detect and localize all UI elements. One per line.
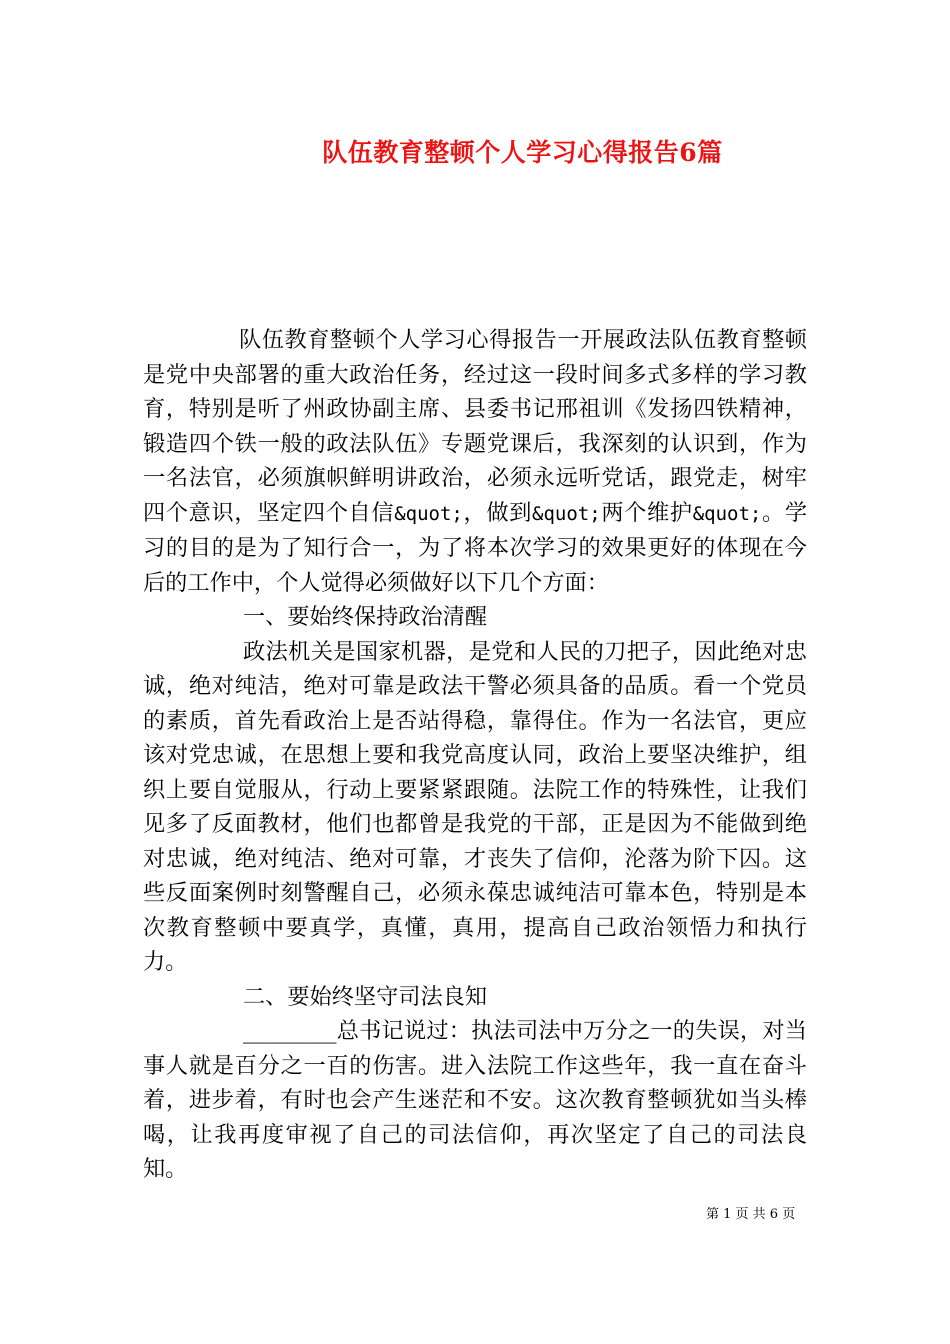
- fill-in-blank: _______: [243, 1018, 337, 1044]
- paragraph-judicial-conscience: [143, 1014, 807, 1187]
- intro-text-part-2: ，做到: [462, 499, 533, 526]
- paragraph-political-awareness: 政法机关是国家机器，是党和人民的刀把子，因此绝对忠诚，绝对纯洁，绝对可靠是政法干警必须具备的品质。看一个党员的素质，首先看政治上是否站得稳，靠得住。作为一名法官，更应该对党忠诚，在思想上要和我党高度认同，政治上要坚决维护，组织上要自觉服从，行动上要紧紧跟随。法院工作的特殊性，让我们见多了反面教材，他们也都曾是我党的干部，正是因为不能做到绝对忠诚，绝对纯洁、绝对可靠，才丧失了信仰，沦落为阶下囚。这些反面案例时刻警醒自己，必须永葆忠诚纯洁可靠本色，特别是本次教育整顿中要真学，真懂，真用，提高自己政治领悟力和执行力。: [143, 638, 807, 975]
- intro-text-part-1: 队伍教育整顿个人学习心得报告一开展政法队伍教育整顿是党中央部署的重大政治任务，经过这一段时间多式多样的学习教育，特别是听了州政协副主席、县委书记邢祖训《发扬四铁精神，锻造四个铁一般的政法队伍》专题党课后，我深刻的认识到，作为一名法官，必须旗帜鲜明讲政治，必须永远听党话，跟党走，树牢四个意识，坚定四个自信: [143, 327, 807, 526]
- intro-text-part-4: 。学习的目的是为了知行合一，为了将本次学习的效果更好的体现在今后的工作中，个人觉得必须做好以下几个方面：: [143, 499, 808, 596]
- html-entity-quot-1: &quot;: [394, 502, 463, 525]
- intro-text-part-3: 两个维护: [600, 499, 693, 526]
- page-number-footer: 第 1 页 共 6 页: [706, 1207, 796, 1222]
- paragraph-intro: [143, 323, 807, 600]
- section-heading-1: 一、要始终保持政治清醒: [243, 604, 488, 630]
- html-entity-quot-2: &quot;: [532, 502, 601, 525]
- document-body: [143, 323, 807, 1187]
- judicial-conscience-text: 总书记说过：执法司法中万分之一的失误，对当事人就是百分之一百的伤害。进入法院工作这些年，我一直在奋斗着，进步着，有时也会产生迷茫和不安。这次教育整顿犹如当头棒喝，让我再度审视了自己的司法信仰，再次坚定了自己的司法良知。: [143, 1018, 807, 1182]
- section-heading-2: 二、要始终坚守司法良知: [243, 983, 488, 1010]
- html-entity-quot-3: &quot;: [692, 502, 762, 525]
- document-title: 队伍教育整顿个人学习心得报告6篇: [322, 138, 723, 167]
